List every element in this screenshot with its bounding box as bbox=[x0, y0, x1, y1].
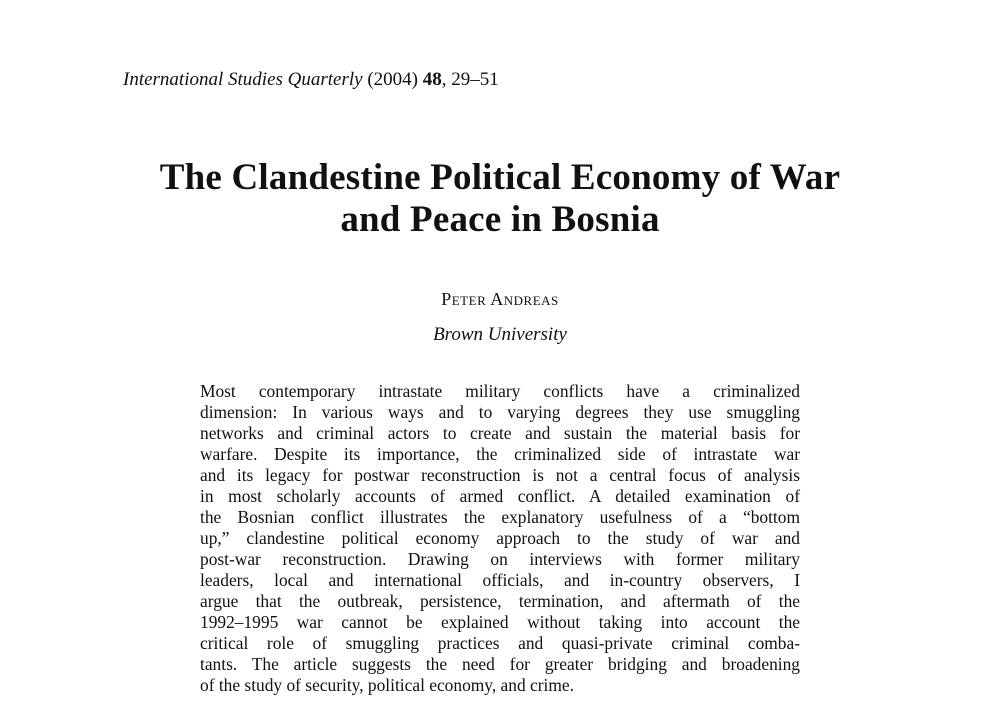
abstract-line: 1992–1995 war cannot be explained without taking into account the bbox=[200, 612, 800, 632]
journal-pages: , 29–51 bbox=[441, 69, 499, 90]
article-title bbox=[60, 157, 940, 241]
abstract-line: Most contemporary intrastate military conflicts have a criminalized bbox=[200, 381, 800, 401]
abstract bbox=[200, 381, 800, 696]
abstract-line: argue that the outbreak, persistence, termination, and aftermath of the bbox=[200, 591, 800, 611]
abstract-line: the Bosnian conflict illustrates the explanatory usefulness of a “bottom bbox=[200, 507, 800, 527]
abstract-line: in most scholarly accounts of armed conflict. A detailed examination of bbox=[200, 486, 800, 506]
abstract-line: of the study of security, political economy, and crime. bbox=[200, 675, 574, 695]
abstract-line: leaders, local and international officials, and in-country observers, I bbox=[200, 570, 800, 590]
abstract-line: critical role of smuggling practices and quasi-private criminal comba- bbox=[200, 633, 800, 653]
author-affiliation: Brown University bbox=[433, 324, 567, 345]
running-head bbox=[123, 68, 499, 92]
abstract-line: tants. The article suggests the need for greater bridging and broadening bbox=[200, 654, 800, 674]
abstract-line: warfare. Despite its importance, the criminalized side of intrastate war bbox=[200, 444, 800, 464]
article-title-line-1: The Clandestine Political Economy of War bbox=[159, 157, 841, 198]
journal-volume: 48 bbox=[422, 69, 442, 90]
article-title-line-2: and Peace in Bosnia bbox=[340, 199, 660, 240]
journal-name: International Studies Quarterly bbox=[123, 69, 363, 90]
abstract-line: dimension: In various ways and to varying degrees they use smuggling bbox=[200, 402, 800, 422]
abstract-line: post-war reconstruction. Drawing on interviews with former military bbox=[200, 549, 800, 569]
abstract-line: networks and criminal actors to create and sustain the material basis for bbox=[200, 423, 800, 443]
abstract-line: up,” clandestine political economy approach to the study of war and bbox=[200, 528, 800, 548]
author-name: Peter Andreas bbox=[441, 289, 559, 309]
abstract-line: and its legacy for postwar reconstruction is not a central focus of analysis bbox=[200, 465, 800, 485]
journal-year: (2004) bbox=[367, 69, 418, 90]
